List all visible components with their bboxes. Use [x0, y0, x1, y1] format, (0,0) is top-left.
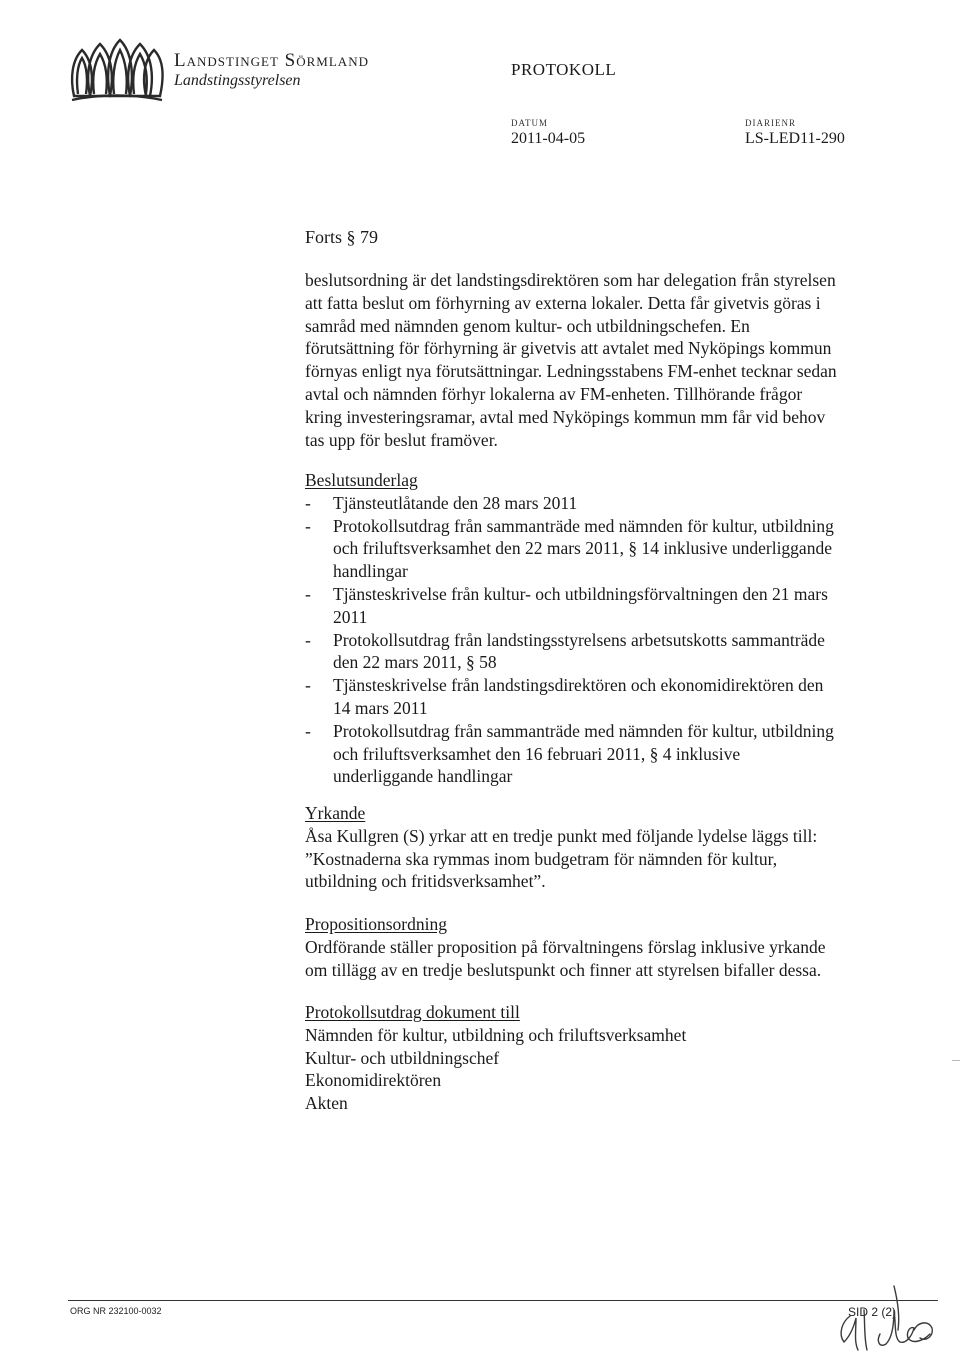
paragraph-line: att fatta beslut om förhyrning av externa lokaler. Detta får givetvis göras i	[305, 292, 821, 313]
date-label: DATUM	[511, 118, 549, 128]
paragraph-heading: Forts § 79	[305, 227, 379, 247]
beslutsunderlag-section	[305, 469, 895, 788]
list-item-line: Protokollsutdrag från sammanträde med nämnden för kultur, utbildning	[333, 720, 834, 741]
diarienr-value: LS-LED11-290	[745, 130, 845, 147]
list-item-line: Tjänsteutlåtande den 28 mars 2011	[333, 492, 578, 513]
list-item-line: Tjänsteskrivelse från landstingsdirektören och ekonomidirektören den	[333, 675, 824, 696]
document-type: PROTOKOLL	[511, 60, 617, 79]
recipient-line: Akten	[305, 1093, 348, 1114]
list-dash: -	[305, 492, 311, 513]
yrkande-line: Åsa Kullgren (S) yrkar att en tredje punkt med följande lydelse läggs till:	[305, 825, 818, 846]
propositionsordning-section	[305, 913, 895, 981]
recipient-line: Ekonomidirektören	[305, 1070, 442, 1091]
list-dash: -	[305, 675, 311, 696]
list-item-line: den 22 mars 2011, § 58	[333, 652, 497, 673]
org-number: ORG NR 232100-0032	[70, 1306, 162, 1316]
list-item	[305, 492, 895, 515]
paragraph-line: beslutsordning är det landstingsdirektören som har delegation från styrelsen	[305, 270, 836, 290]
list-dash: -	[305, 629, 311, 650]
list-item	[305, 674, 895, 720]
list-item-line: och friluftsverksamhet den 22 mars 2011, § 14 inklusive underliggande	[333, 538, 832, 559]
protokollsutdrag-heading: Protokollsutdrag dokument till	[305, 1002, 520, 1022]
yrkande-line: utbildning och fritidsverksamhet”.	[305, 871, 546, 892]
yrkande-section	[305, 802, 895, 893]
diarienr-label: DIARIENR	[745, 118, 796, 128]
list-item-line: handlingar	[333, 561, 408, 582]
date-block	[511, 118, 585, 148]
recipient-line: Kultur- och utbildningschef	[305, 1047, 500, 1068]
list-item	[305, 720, 895, 788]
yrkande-line: ”Kostnaderna ska rymmas inom budgetram för nämnden för kultur,	[305, 848, 778, 869]
diarienr-block	[745, 118, 845, 148]
propositionsordning-line: om tillägg av en tredje beslutspunkt och finner att styrelsen bifaller dessa.	[305, 959, 822, 980]
propositionsordning-heading: Propositionsordning	[305, 914, 447, 934]
list-dash: -	[305, 515, 311, 536]
handwritten-initials-signature	[818, 1272, 948, 1352]
list-item-line: Tjänsteskrivelse från kultur- och utbildningsförvaltningen den 21 mars	[333, 583, 828, 604]
list-item-line: 14 mars 2011	[333, 697, 428, 718]
scan-edge-mark	[952, 1060, 960, 1061]
landsting-logo-icon	[68, 38, 164, 106]
page-number: SID 2 (2)	[848, 1305, 897, 1319]
propositionsordning-line: Ordförande ställer proposition på förvaltningens förslag inklusive yrkande	[305, 936, 826, 957]
list-item-line: Protokollsutdrag från sammanträde med nämnden för kultur, utbildning	[333, 515, 834, 536]
paragraph-line: kring investeringsramar, avtal med Nyköpings kommun mm får vid behov	[305, 406, 826, 427]
list-item-line: och friluftsverksamhet den 16 februari 2011, § 4 inklusive	[333, 743, 741, 764]
paragraph-line: samråd med nämnden genom kultur- och utbildningschefen. En	[305, 315, 750, 336]
protokollsutdrag-section	[305, 1001, 895, 1115]
list-dash: -	[305, 583, 311, 604]
footer-divider	[68, 1300, 938, 1301]
body-paragraph	[305, 269, 885, 451]
beslutsunderlag-heading: Beslutsunderlag	[305, 470, 418, 490]
org-name: Landstinget Sörmland	[174, 50, 369, 71]
paragraph-line: förnyas enligt nya förutsättningar. Ledningsstabens FM-enhet tecknar sedan	[305, 361, 837, 382]
date-value: 2011-04-05	[511, 130, 586, 147]
yrkande-heading: Yrkande	[305, 803, 366, 823]
list-item	[305, 583, 895, 629]
list-item-line: Protokollsutdrag från landstingsstyrelsens arbetsutskotts sammanträde	[333, 629, 825, 650]
list-item	[305, 515, 895, 583]
list-item-line: 2011	[333, 606, 368, 627]
recipient-line: Nämnden för kultur, utbildning och friluftsverksamhet	[305, 1024, 687, 1045]
paragraph-line: avtal och nämnden förhyr lokalerna av FM-enheten. Tillhörande frågor	[305, 383, 803, 404]
list-item-line: underliggande handlingar	[333, 766, 513, 787]
org-subtitle: Landstingsstyrelsen	[174, 72, 301, 89]
paragraph-line: förutsättning för förhyrning är givetvis att avtalet med Nyköpings kommun	[305, 338, 832, 359]
list-item	[305, 629, 895, 675]
list-dash: -	[305, 720, 311, 741]
paragraph-line: tas upp för beslut framöver.	[305, 429, 498, 450]
